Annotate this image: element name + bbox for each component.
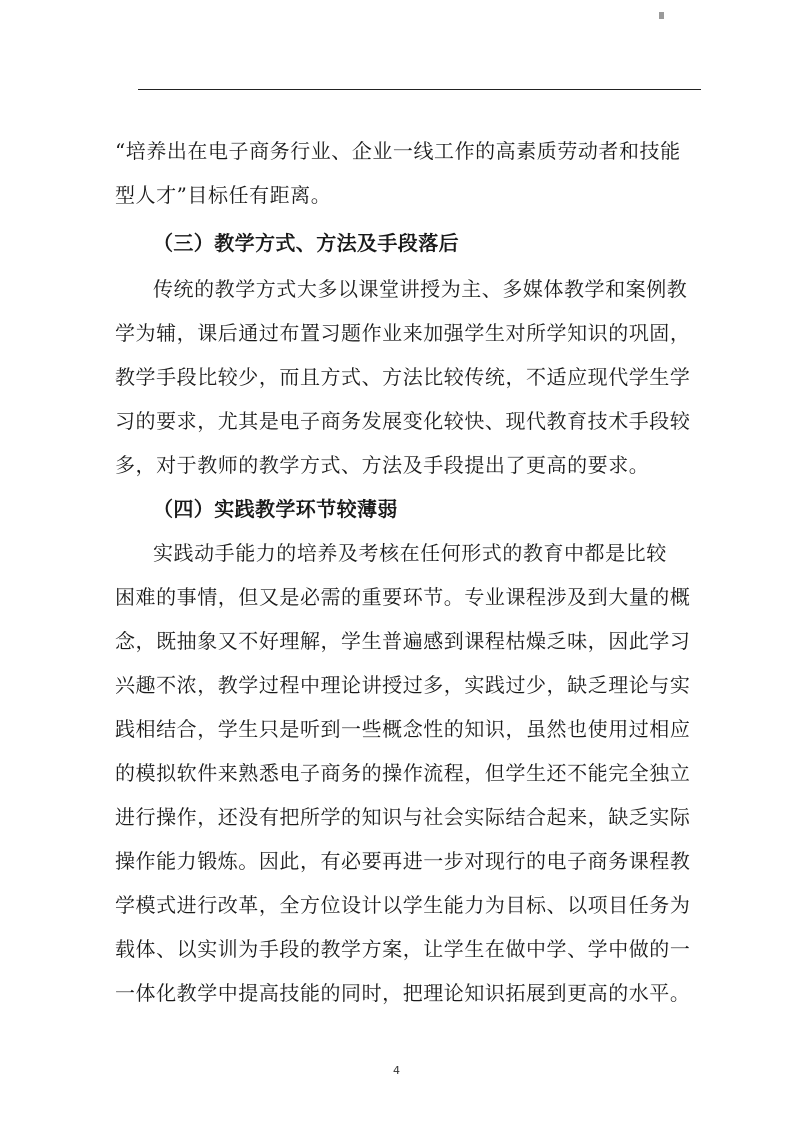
text-line: 操作能力锻炼。因此，有必要再进一步对现行的电子商务课程教 <box>115 849 691 873</box>
text-line: 践相结合，学生只是听到一些概念性的知识，虽然也使用过相应 <box>115 717 691 741</box>
text-line: 实践动手能力的培养及考核在任何形式的教育中都是比较 <box>153 541 667 565</box>
section-heading-4: （四）实践教学环节较薄弱 <box>153 497 398 521</box>
section-heading-3: （三）教学方式、方法及手段落后 <box>153 231 459 255</box>
text-line: 进行操作，还没有把所学的知识与社会实际结合起来，缺乏实际 <box>115 805 691 829</box>
text-line: 多，对于教师的教学方式、方法及手段提出了更高的要求。 <box>115 453 650 477</box>
text-line: 载体、以实训为手段的教学方案，让学生在做中学、学中做的一 <box>115 937 691 961</box>
text-line: 型人才”目标任有距离。 <box>115 183 332 207</box>
text-line: 传统的教学方式大多以课堂讲授为主、多媒体教学和案例教 <box>153 277 688 301</box>
text-line: “培养出在电子商务行业、企业一线工作的高素质劳动者和技能 <box>115 139 681 163</box>
scan-mark <box>659 12 664 19</box>
text-line: 习的要求，尤其是电子商务发展变化较快、现代教育技术手段较 <box>115 409 691 433</box>
text-line: 的模拟软件来熟悉电子商务的操作流程，但学生还不能完全独立 <box>115 761 691 785</box>
page-number: 4 <box>393 1064 400 1077</box>
text-line: 学为辅，课后通过布置习题作业来加强学生对所学知识的巩固， <box>115 321 691 345</box>
text-line: 念，既抽象又不好理解，学生普遍感到课程枯燥乏味，因此学习 <box>115 629 691 653</box>
header-rule <box>138 89 701 90</box>
text-line: 教学手段比较少，而且方式、方法比较传统，不适应现代学生学 <box>115 365 691 389</box>
text-line: 困难的事情，但又是必需的重要环节。专业课程涉及到大量的概 <box>115 585 691 609</box>
text-line: 学模式进行改革，全方位设计以学生能力为目标、以项目任务为 <box>115 893 691 917</box>
text-line: 兴趣不浓，教学过程中理论讲授过多，实践过少，缺乏理论与实 <box>115 673 691 697</box>
text-line: 一体化教学中提高技能的同时，把理论知识拓展到更高的水平。 <box>115 981 691 1005</box>
